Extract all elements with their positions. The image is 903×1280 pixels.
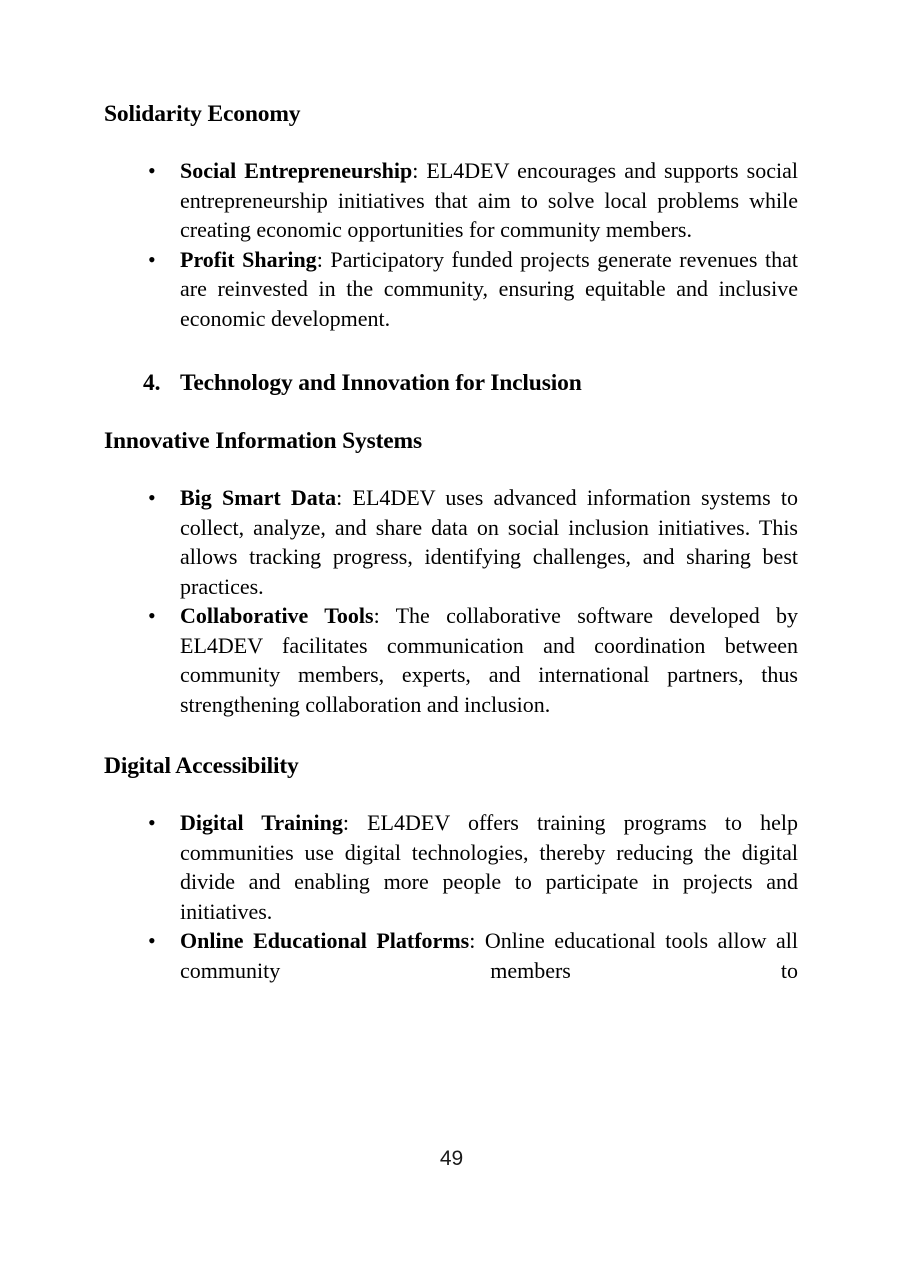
list-item-body: Participatory funded projects generate revenues that are reinvested in the community, ensuring equitable and inclusive economic development. — [180, 246, 798, 331]
spacer — [104, 129, 798, 156]
bullet-list-digital-accessibility — [104, 808, 798, 985]
section-heading-innovative-information-systems: Innovative Information Systems — [104, 428, 422, 454]
list-item-separator: : — [316, 246, 331, 272]
spacer — [104, 719, 798, 752]
list-item-separator: : — [373, 603, 396, 628]
section-heading-solidarity-economy: Solidarity Economy — [104, 101, 301, 127]
page-content — [104, 100, 798, 985]
list-item-lead: Social Entrepreneurship — [180, 158, 413, 183]
spacer — [104, 398, 798, 427]
list-item-separator: : — [336, 485, 353, 510]
bullet-icon: • — [148, 485, 156, 510]
list-item — [104, 926, 798, 985]
spacer — [104, 456, 798, 483]
bullet-icon: • — [148, 603, 156, 628]
list-item — [104, 483, 798, 601]
page-number: 49 — [439, 1147, 464, 1170]
section-number: 4. — [143, 370, 161, 396]
bullet-icon: • — [148, 810, 156, 835]
bullet-list-innovative-information-systems — [104, 483, 798, 719]
list-item-body: EL4DEV uses advanced information systems to collect, analyze, and share data on social inclusion initiatives. This allows tracking progress, identifying challenges, and sharing best practices. — [180, 485, 798, 599]
list-item-lead: Profit Sharing — [180, 246, 317, 272]
spacer — [104, 333, 798, 369]
list-item-separator: : — [469, 928, 485, 953]
list-item — [104, 245, 798, 334]
list-item-body: Online educational tools allow all community members to — [180, 928, 798, 983]
list-item — [104, 156, 798, 245]
list-item-lead: Collaborative Tools — [180, 603, 374, 628]
section-heading-digital-accessibility: Digital Accessibility — [104, 753, 299, 779]
list-item-body: EL4DEV offers training programs to help communities use digital technologies, thereby reducing the digital divide and enabling more people to participate in projects and initiatives. — [180, 810, 799, 924]
bullet-icon: • — [148, 246, 156, 272]
list-item-lead: Online Educational Platforms — [180, 928, 470, 953]
list-item — [104, 808, 798, 926]
list-item-separator: : — [342, 810, 368, 835]
list-item-lead: Big Smart Data — [180, 485, 337, 510]
list-item — [104, 601, 798, 719]
list-item-lead: Digital Training — [180, 810, 343, 835]
bullet-icon: • — [148, 928, 156, 953]
numbered-section-heading — [104, 369, 798, 398]
bullet-list-solidarity-economy — [104, 156, 798, 333]
list-item-separator: : — [412, 158, 427, 183]
list-item-body: The collaborative software developed by EL4DEV facilitates communication and coordination between community members, experts, and international partners, thus strengthening collaboration and inclusion. — [180, 603, 799, 717]
spacer — [104, 781, 798, 808]
bullet-icon: • — [148, 158, 156, 183]
list-item-body: EL4DEV encourages and supports social entrepreneurship initiatives that aim to solve local problems while creating economic opportunities for community members. — [180, 158, 798, 242]
section-number-title: Technology and Innovation for Inclusion — [180, 370, 582, 396]
